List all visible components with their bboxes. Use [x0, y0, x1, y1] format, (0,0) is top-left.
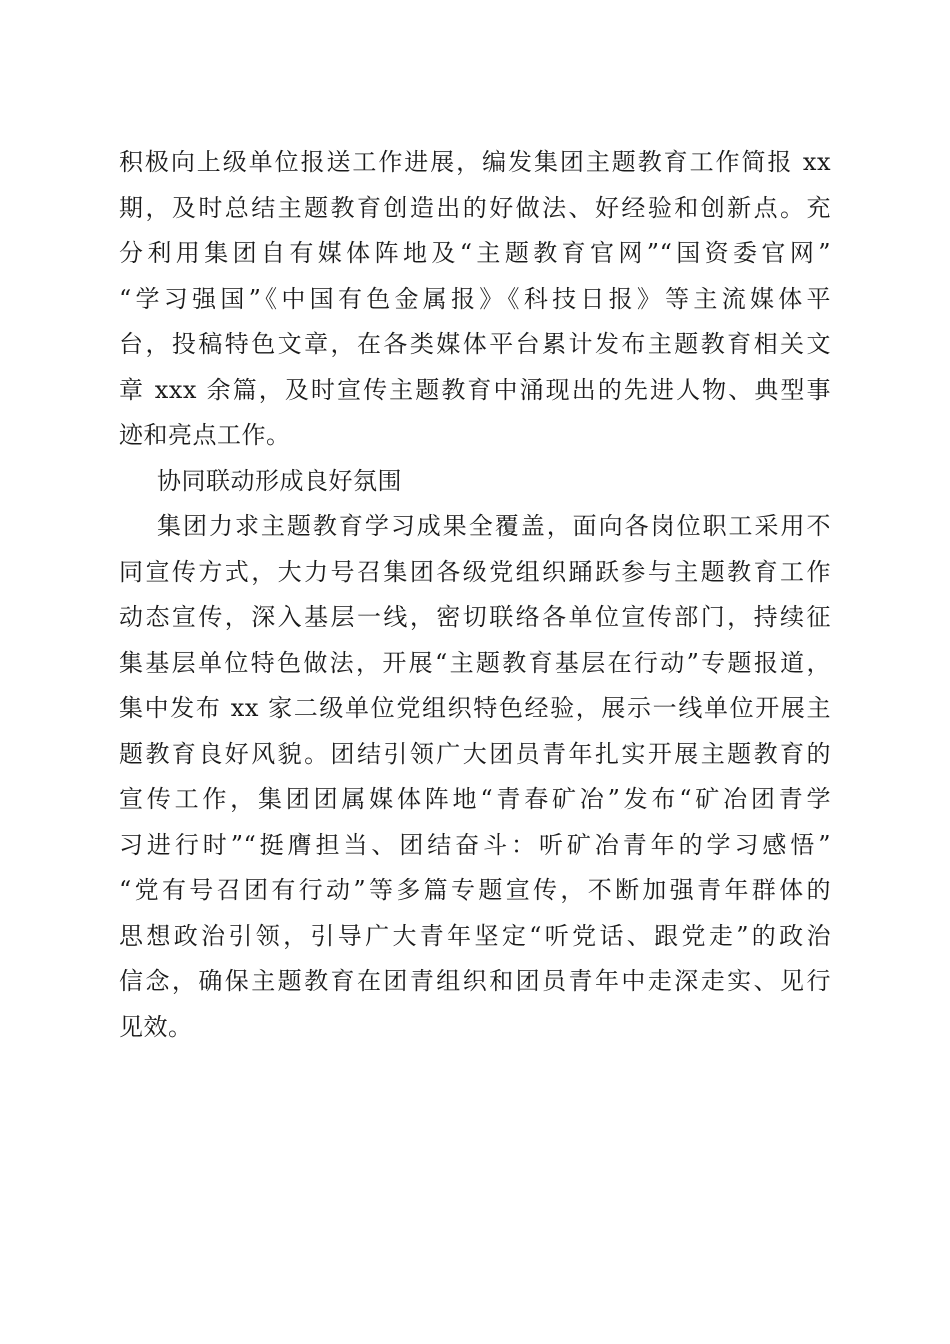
- text-line: 题教育良好风貌。团结引领广大团员青年扎实开展主题教育的: [119, 739, 831, 768]
- text-line: 同宣传方式，大力号召集团各级党组织踊跃参与主题教育工作: [119, 557, 831, 586]
- section-heading-text: 协同联动形成良好氛围: [157, 466, 402, 495]
- text-line: 迹和亮点工作。: [119, 421, 291, 449]
- document-page: [119, 140, 831, 1050]
- text-line: 集团力求主题教育学习成果全覆盖，面向各岗位职工采用不: [157, 512, 831, 540]
- text-line: 期，及时总结主题教育创造出的好做法、好经验和创新点。充: [119, 193, 831, 222]
- text-line: 信念，确保主题教育在团青组织和团员青年中走深走实、见行: [119, 967, 831, 995]
- text-line: 集中发布 xx 家二级单位党组织特色经验，展示一线单位开展主: [119, 694, 831, 722]
- text-line: 台，投稿特色文章，在各类媒体平台累计发布主题教育相关文: [119, 330, 831, 358]
- text-line: 习进行时”“挺膺担当、团结奋斗：听矿冶青年的学习感悟”: [119, 830, 831, 859]
- text-line: 分利用集团自有媒体阵地及“主题教育官网”“国资委官网”: [119, 239, 831, 267]
- paragraph-coordinated-linkage: [119, 504, 831, 1050]
- text-line: “党有号召团有行动”等多篇专题宣传，不断加强青年群体的: [119, 876, 831, 904]
- text-line: 集基层单位特色做法，开展“主题教育基层在行动”专题报道，: [119, 648, 831, 677]
- section-heading: [119, 459, 831, 505]
- text-line: 见效。: [119, 1012, 193, 1041]
- text-line: “学习强国”《中国有色金属报》《科技日报》等主流媒体平: [119, 284, 831, 313]
- text-line: 积极向上级单位报送工作进展，编发集团主题教育工作简报 xx: [119, 148, 831, 176]
- text-line: 宣传工作，集团团属媒体阵地“青春矿冶”发布“矿冶团青学: [119, 785, 831, 813]
- text-line: 章 xxx 余篇，及时宣传主题教育中涌现出的先进人物、典型事: [119, 375, 831, 404]
- paragraph-media-publicity: [119, 140, 831, 459]
- text-line: 动态宣传，深入基层一线，密切联络各单位宣传部门，持续征: [119, 603, 831, 631]
- text-line: 思想政治引领，引导广大青年坚定“听党话、跟党走”的政治: [119, 921, 831, 950]
